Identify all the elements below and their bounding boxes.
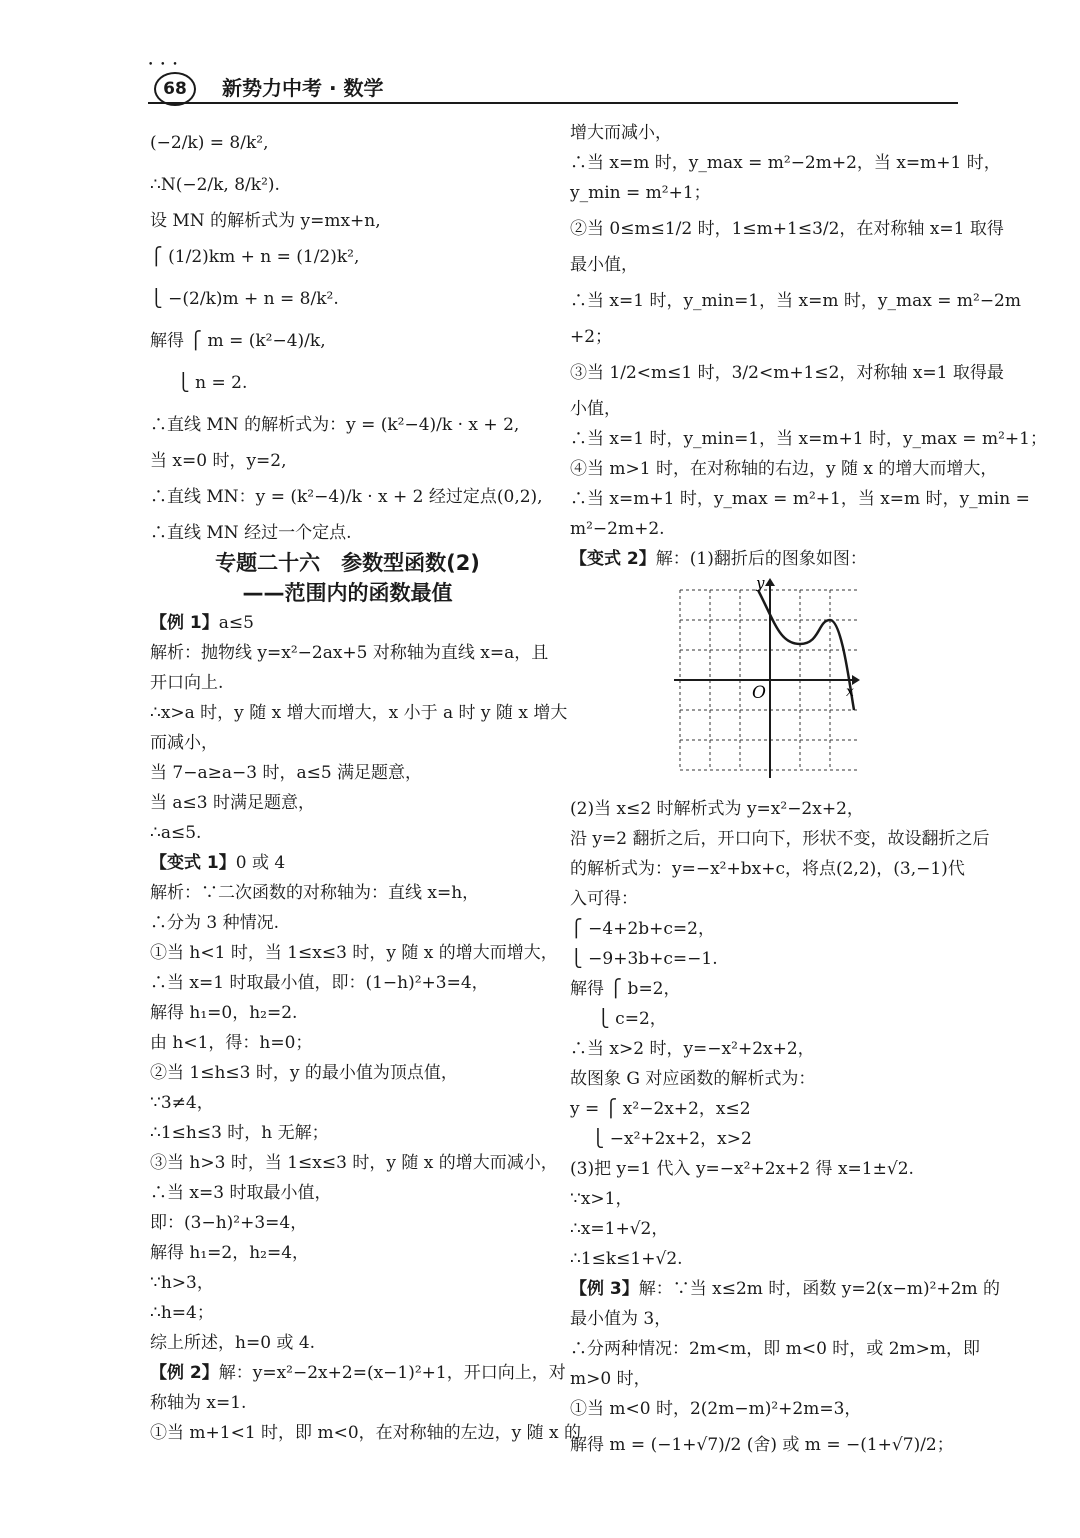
right-column [570,118,1047,1466]
text-line: ∴N(−2/k, 8/k²). [150,175,280,195]
text-line: ∵x>1， [570,1189,633,1209]
text-line: ∴分两种情况：2m<m，即 m<0 时，或 2m>m，即 [570,1339,980,1359]
text-line: 由 h<1，得：h=0； [150,1033,313,1053]
text-line: 解：∵当 x≤2m 时，函数 y=2(x−m)²+2m 的 [638,1279,1001,1299]
y-axis-label: y [756,578,765,592]
text-line: 增大而减小， [570,123,672,143]
text-line: ∵h>3， [150,1273,214,1293]
text-line: ∴1≤h≤3 时，h 无解； [150,1123,329,1143]
text-line: ①当 m+1<1 时，即 m<0，在对称轴的左边，y 随 x 的 [150,1423,582,1443]
folded-graph-figure [670,578,860,788]
text-line: ∴x>a 时，y 随 x 增大而增大，x 小于 a 时 y 随 x 增大 [150,703,568,723]
example3-header [570,1274,1001,1304]
text-line: 解得 m = (−1+√7)/2 (舍) 或 m = −(1+√7)/2； [570,1435,954,1455]
text-line: 当 x=0 时，y=2, [150,451,287,471]
text-line: ③当 h>3 时，当 1≤x≤3 时，y 随 x 的增大而减小， [150,1153,558,1173]
text-line: 解得 h₁=2，h₂=4， [150,1243,310,1263]
example2-label: 【例 2】 [150,1363,219,1383]
text-line: 开口向上. [150,673,224,693]
text-line: ③当 1/2<m≤1 时，3/2<m+1≤2，对称轴 x=1 取得最 [570,363,1004,383]
text-line: 最小值为 3， [570,1309,672,1329]
text-line: 当 a≤3 时满足题意， [150,793,316,813]
text-line: ⎧ (1/2)km + n = (1/2)k², [150,247,360,267]
text-line: 最小值， [570,255,638,275]
text-line: ∴直线 MN 经过一个定点. [150,523,352,543]
left-column [150,122,582,1448]
text-line: ①当 h<1 时，当 1≤x≤3 时，y 随 x 的增大而增大， [150,943,558,963]
text-line: 而减小， [150,733,218,753]
text-line: 故图象 G 对应函数的解析式为： [570,1069,816,1089]
text-line: ④当 m>1 时，在对称轴的右边，y 随 x 的增大而增大， [570,459,998,479]
text-line: ∴直线 MN：y = (k²−4)/k · x + 2 经过定点(0,2), [150,487,543,507]
text-line: 解：y=x²−2x+2=(x−1)²+1，开口向上，对 [218,1363,566,1383]
text-line: ∴当 x=1 时取最小值，即：(1−h)²+3=4， [150,973,489,993]
example3-label: 【例 3】 [570,1279,639,1299]
text-line: ∴h=4； [150,1303,214,1323]
book-title: 新势力中考 · 数学 [222,76,384,100]
text-line: (3)把 y=1 代入 y=−x²+2x+2 得 x=1±√2. [570,1159,914,1179]
section-title: 专题二十六 参数型函数(2) [215,551,480,575]
example2-header [150,1358,566,1388]
y-axis-arrow [765,578,775,586]
text-line: 设 MN 的解析式为 y=mx+n, [150,211,381,231]
variant1-label: 【变式 1】 [150,853,236,873]
text-line: ⎩ −x²+2x+2，x>2 [570,1129,752,1149]
text-line: (2)当 x≤2 时解析式为 y=x²−2x+2， [570,799,864,819]
x-axis-label: x [846,684,854,700]
text-line: ⎩ c=2， [570,1009,667,1029]
page-number: 68 [154,72,196,106]
text-line: ⎧ −4+2b+c=2， [570,919,715,939]
text-line: m>0 时， [570,1369,651,1389]
section-subtitle: ——范围内的函数最值 [242,581,453,605]
text-line: 当 7−a≥a−3 时，a≤5 满足题意， [150,763,423,783]
text-line: y = ⎧ x²−2x+2，x≤2 [570,1099,751,1119]
variant2-intro: 解：(1)翻折后的图象如图： [655,549,867,569]
text-line: 综上所述，h=0 或 4. [150,1333,316,1353]
text-line: ∴当 x=m 时，y_max = m²−2m+2，当 x=m+1 时， [570,153,1001,173]
variant1-header [150,848,545,878]
text-line: ⎩ −(2/k)m + n = 8/k². [150,289,339,309]
text-line: ②当 0≤m≤1/2 时，1≤m+1≤3/2，在对称轴 x=1 取得 [570,219,1004,239]
decorative-dots: • • • [148,60,180,70]
text-line: m²−2m+2. [570,519,665,539]
text-line: ∴x=1+√2， [570,1219,669,1239]
text-line: 沿 y=2 翻折之后，开口向下，形状不变，故设翻折之后 [570,829,990,849]
text-line: 入可得： [570,889,638,909]
text-line: y_min = m²+1； [570,183,711,203]
text-line: 称轴为 x=1. [150,1393,247,1413]
text-line: (−2/k) = 8/k², [150,133,269,153]
text-line: ∴当 x=3 时取最小值， [150,1183,332,1203]
graph-svg [670,578,860,788]
text-line: 解析：∵二次函数的对称轴为：直线 x=h， [150,883,480,903]
text-line: ∴1≤k≤1+√2. [570,1249,683,1269]
origin-label: O [752,683,766,703]
text-line: 即：(3−h)²+3=4， [150,1213,308,1233]
text-line: +2； [570,327,613,347]
text-line: 的解析式为：y=−x²+bx+c，将点(2,2)，(3,−1)代 [570,859,965,879]
variant2-header [570,544,970,574]
text-line: 解得 ⎧ m = (k²−4)/k, [150,331,326,351]
text-line: ⎩ n = 2. [150,373,248,393]
text-line: 小值， [570,399,621,419]
page-header [148,58,958,108]
example1-header [150,608,545,638]
text-line: ∴当 x=1 时，y_min=1，当 x=m 时，y_max = m²−2m [570,291,1021,311]
text-line: ⎩ −9+3b+c=−1. [570,949,718,969]
text-line: ②当 1≤h≤3 时，y 的最小值为顶点值， [150,1063,458,1083]
text-line: ∴分为 3 种情况. [150,913,280,933]
header-rule [148,102,958,104]
text-line: ①当 m<0 时，2(2m−m)²+2m=3， [570,1399,862,1419]
variant2-label: 【变式 2】 [570,549,656,569]
text-line: ∵3≠4， [150,1093,214,1113]
text-line: ∴当 x>2 时，y=−x²+2x+2， [570,1039,815,1059]
example1-label: 【例 1】 [150,613,219,633]
text-line: ∴当 x=1 时，y_min=1，当 x=m+1 时，y_max = m²+1； [570,429,1047,449]
text-line: ∴当 x=m+1 时，y_max = m²+1，当 x=m 时，y_min = [570,489,1030,509]
text-line: ∴直线 MN 的解析式为：y = (k²−4)/k · x + 2, [150,415,520,435]
variant1-answer: 0 或 4 [235,853,286,873]
text-line: 解得 h₁=0，h₂=2. [150,1003,298,1023]
text-line: 解析：抛物线 y=x²−2ax+5 对称轴为直线 x=a，且 [150,643,549,663]
text-line: ∴a≤5. [150,823,202,843]
example1-answer: a≤5 [218,613,254,633]
text-line: 解得 ⎧ b=2， [570,979,681,999]
